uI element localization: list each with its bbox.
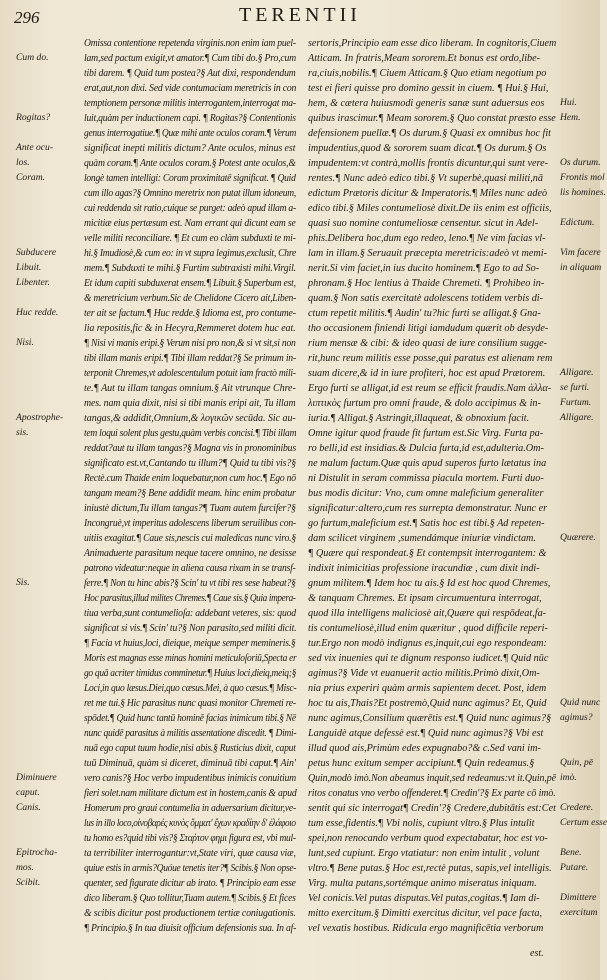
text-line: longè tamen intelligi: Coram proximitatē significat. ¶ Quid xyxy=(84,173,296,184)
text-line: hi.§ Imudiosè,& cum eo: in vt supra legimus,exclusit, Chre xyxy=(84,248,296,259)
text-line: Omne igitur quod fraude fit furtum est.Sic Virg. Furta pa- xyxy=(308,428,544,439)
text-line: mitto exercitum.§ Dimitti exercitus dicitur, vel pace facta, xyxy=(308,908,543,919)
text-line: test ei fieri quisse pro domino gessit in ciuem. ¶ Hui.§ Hui, xyxy=(308,83,549,94)
margin-note: Vim facere xyxy=(560,247,601,258)
text-line: defensionem puellæ.¶ Os durum.§ Quasi ex omnibus hoc fit xyxy=(308,128,552,139)
text-line: ni Distulit in seram commissa piacula mortem. Furti duo- xyxy=(308,473,544,484)
text-line: sertoris,Principio eam esse dico liberam. In cognitoris,Ciuem xyxy=(308,38,557,49)
text-line: ¶ Quære qui respondeat.§ Et contempsit interrogantem: & xyxy=(308,548,547,559)
text-line: Virg. multa putans,sortémque animo miseratus iniquam. xyxy=(308,878,537,889)
text-line: mem.¶ Subduxti te mihi.§ Furtim subtraxisti mihi.Virgil. xyxy=(84,263,297,274)
text-line: hem, & cætera huiusmodi generis sanæ sunt aduersus eos xyxy=(308,98,545,109)
text-line: dam scilicet virginem ,sumendámque iniuriæ vindictam. xyxy=(308,533,536,544)
text-line: ferre.¶ Non tu hinc abis?§ Scin' tu vt tibi res sese habeat?§ xyxy=(84,578,296,589)
text-line: tu homo es?quid tibi vis?§ Σταῤτον φημι figura est, vbi mul- xyxy=(84,833,296,844)
text-line: cum illo agas?§ Omnino meretrix non putat illum idoneum, xyxy=(84,188,297,199)
text-line: impudentius,quod & sororem suam dicat.¶ Os durum.§ Os xyxy=(308,143,547,154)
margin-note: Quærere. xyxy=(560,532,596,543)
margin-note: Putare. xyxy=(560,862,589,873)
margin-note: Quin, pē xyxy=(560,757,594,768)
margin-note: Frontis mol xyxy=(560,172,605,183)
text-line: tho occasionem finiendi litigi iamdudum quærit ob desyde- xyxy=(308,323,549,334)
text-line: fieri solet.nam militare dictum est in hostem,canis & apud xyxy=(84,788,297,799)
text-line: velle militi reconciliare. ¶ Et cum eo clàm subduxti te mi- xyxy=(84,233,296,244)
margin-note: Sis. xyxy=(16,577,30,588)
margin-note: sis. xyxy=(16,427,29,438)
text-line: Vel conicis.Vel putas disputas.Vel putas,cogitas.¶ Iam di- xyxy=(308,893,540,904)
margin-note: Diminuere xyxy=(16,772,57,783)
text-line: agimus?§ Vide vt euanuerit actio militis.Primò dixit,Om- xyxy=(308,668,540,679)
text-line: Loci,in quo læsus.Diei,quo cæsus.Mei, à quo cæsus.¶ Misc- xyxy=(84,683,297,694)
text-line: quod illa intelligens maliciosè ait,Quære qui respōdeat,fa- xyxy=(308,608,547,619)
text-line: lunt,sed cupiunt. Ergo vtatiatur: non enim intulit , volunt xyxy=(308,848,540,859)
margin-note: Alligare. xyxy=(560,412,594,423)
text-line: iuria.¶ Alligat.§ Astringit,illaqueat, & obnoxium facit. xyxy=(308,413,530,424)
text-line: Languidè atque defessè est.¶ Quid nunc agimus?§ Vbi est xyxy=(308,728,544,739)
text-line: phronam.§ Hoc lentius à Thaide Chremeti. ¶ Prohibeo in- xyxy=(308,278,545,289)
text-line: cui reddenda sit ratio,cuique se purget: adeò apud illam a- xyxy=(84,203,296,214)
margin-note: se furti. xyxy=(560,382,590,393)
text-line: tiua verba,sunt contumelioſa: addebant veteres, sis: quod xyxy=(84,608,296,619)
margin-note: agimus? xyxy=(560,712,593,723)
text-line: temptionem personæ militis interrogantem,interrogat ma- xyxy=(84,98,296,109)
text-line: bus modis dicitur: Vno, cum omne maleficium generaliter xyxy=(308,488,544,499)
text-line: spōdet.¶ Quid hunc tantū hominē facias inimicum tibi.§ Nē xyxy=(84,713,296,724)
text-line: rit,hunc reum militis esse posse,qui paratus est alienam rem xyxy=(308,353,553,364)
margin-note: Apostrophe- xyxy=(16,412,64,423)
text-line: ra,ciuis,nobilis.¶ Ciuem Atticam.§ Quo etiam negotium po xyxy=(308,68,547,79)
text-line: te.¶ Aut tu illam tangas omnium.§ Ait vtrunque Chre- xyxy=(84,383,296,394)
text-line: lam in illam.§ Seruauit præcepta meretricis:adeò vt memi- xyxy=(308,248,547,259)
text-line: ne malum factum.Quæ quis apud superos furto lætatus ina xyxy=(308,458,547,469)
text-line: λιπτικὸς furtum pro omni fraude, & dolo accipimus & in- xyxy=(308,398,541,409)
margin-note: Cum do. xyxy=(16,52,49,63)
left-text-column xyxy=(84,36,296,936)
text-line: hoc tu ais,Thais?Et postremò,Quid nunc agimus? Et, Quid xyxy=(308,698,547,709)
text-line: vltro.¶ Bene putas.§ Hoc est,rectè putas, sapis,vel intelligis. xyxy=(308,863,552,874)
text-line: phis.Delibera hoc,dum ego redeo, leno.¶ Ne vim facias vl- xyxy=(308,233,546,244)
margin-note: Hem. xyxy=(560,112,581,123)
margin-note: Subducere xyxy=(16,247,57,258)
text-line: ret me tui.§ Hic parasitus nunc quasi monitor Chremeti re- xyxy=(84,698,296,709)
text-line: gnum militem.¶ Idem hoc tu ais.§ Id est hoc quod Chremes, xyxy=(308,578,551,589)
text-line: tur.Ergo non modò indignus es,inquit,cui ego respondeam: xyxy=(308,638,547,649)
text-line: Animaduerte parasitum neque tacere omnino, ne desisse xyxy=(84,548,297,559)
margin-note: in aliquam xyxy=(560,262,602,273)
margin-note: Hui. xyxy=(560,97,577,108)
text-line: suam dicere,& id in iure profiteri, hoc est apud Prætorem. xyxy=(308,368,546,379)
text-line: Omissa contentione repetenda virginis.non enim iam puel- xyxy=(84,38,296,49)
text-line: tis contumeliosè,illud enim quæritur , quod difficile reperi- xyxy=(308,623,548,634)
text-line: impudentem:vt contrà,mollis frontis dicuntur,qui sunt vere- xyxy=(308,158,549,169)
margin-note: lis homines. xyxy=(560,187,606,198)
margin-note: Ante ocu- xyxy=(16,142,54,153)
text-line: erat,aut,non dixi. Sed vide contumaciam meretricis in con xyxy=(84,83,297,94)
text-line: significatur:altero,cum res surrepta demonstratur. Nunc er xyxy=(308,503,548,514)
margin-note: imò. xyxy=(560,772,577,783)
margin-note: Furtum. xyxy=(560,397,592,408)
text-line: spei,non renocando verbum quod expectabatur, hoc est vo- xyxy=(308,833,548,844)
text-line: tum esse,fidentis.¶ Vbi nolis, cupiunt vltro.§ Plus intulit xyxy=(308,818,535,829)
margin-note: Bene. xyxy=(560,847,582,858)
margin-note: Alligare. xyxy=(560,367,594,378)
text-line: quenter, sed figurate dicitur ab irato. ¶ Principio eam esse xyxy=(84,878,296,889)
text-line: dico liberam.§ Quo tollitur,Tuam autem.¶ Scibis.§ Et fices xyxy=(84,893,296,904)
text-line: lus in illo loco,οἰνοβαρές κυνὸς ὄμματ' ἔχων κραδίην δ' ἐλάφοιο xyxy=(84,818,296,829)
margin-note: Libenter. xyxy=(16,277,50,288)
text-line: ritos conatus vno verbo offenderet.¶ Credin'?§ Ex parte cō imò. xyxy=(308,788,556,799)
text-line: & scibis dicitur post productionem tertiæ coniugationis. xyxy=(84,908,296,919)
margin-note: Libuit. xyxy=(16,262,42,273)
margin-note: Os durum. xyxy=(560,157,601,168)
text-line: quam.§ Non satis exercitatè adolescens totidem verbis di- xyxy=(308,293,544,304)
text-line: ro belli,id est insidias.& Dulcia furta,id est,adulteria.Om- xyxy=(308,443,544,454)
text-line: significat inepti militis dictum? Ante oculos, minus est xyxy=(84,143,296,154)
text-line: significat si vis.¶ Scin' tu?§ Non parasito,sed militi dicit. xyxy=(84,623,297,634)
margin-note: Edictum. xyxy=(560,217,595,228)
margin-note: Nisi. xyxy=(16,337,34,348)
margin-note: los. xyxy=(16,157,30,168)
margin-note: Huc redde. xyxy=(16,307,59,318)
text-line: Hoc parasitus,illud milites Chremes.¶ Caue sis.§ Quia impera- xyxy=(84,593,296,604)
text-line: edico tibi.§ Miles contumeliosè dixit.De iis enim est officiis, xyxy=(308,203,552,214)
text-line: tangas,& addidit,Omnium,& λογικῶν secūda. Sic au- xyxy=(84,413,296,424)
margin-note: Rogitas? xyxy=(16,112,51,123)
text-line: Moris est magnas esse minas homini meticuloſoriū,Specta er xyxy=(84,653,297,664)
text-line: ¶ Principio.§ In tua diuisit officium defensionis sua. In af- xyxy=(84,923,297,934)
margin-note: Credere. xyxy=(560,802,594,813)
text-line: Atticam. In fratris,Meam sororem.Et bonus est ordo,libe- xyxy=(308,53,541,64)
text-line: quasi suo nomine contumeliosæ censentur. sicut in Adel- xyxy=(308,218,539,229)
margin-note: Coram. xyxy=(16,172,46,183)
text-line: mes. nam quia dixit, nisi si tibi manis eripi ait, Tu illam xyxy=(84,398,296,409)
margin-note: Canis. xyxy=(16,802,41,813)
text-line: iniustè dictum,Tu illam tangas?¶ Tuam autem furcifer?§ xyxy=(84,503,296,514)
page-number: 296 xyxy=(14,8,40,27)
margin-note: Epitrocha- xyxy=(16,847,58,858)
text-line: rentes.¶ Nunc adeò edico tibi.§ Vt superbè,quasi militi,nā xyxy=(308,173,543,184)
text-line: sed vix inuenies qui te dignum responso iudicet.¶ Quid nūc xyxy=(308,653,549,664)
text-line: lam,sed pactum exigit,vt amator.¶ Cum tibi do.§ Pro,cum xyxy=(84,53,297,64)
margin-note: Quid nunc xyxy=(560,697,601,708)
catchword: est. xyxy=(530,948,544,959)
text-line: micitiæ eius pertæsum est. Nam errant qui dicunt eam se xyxy=(84,218,296,229)
text-line: Quin,modò imò.Non abeamus inquit,sed redeamus:vt it.Quin,pē xyxy=(308,773,556,784)
text-line: sentit qui sic interrogat¶ Credin'?§ Credere,dubitātis est:Cet xyxy=(308,803,556,814)
text-line: illud quod ais,Primùm edes expugnabo?& c.Sed vani im- xyxy=(308,743,541,754)
margin-note: exercitum xyxy=(560,907,598,918)
text-line: Incongruè,vt imperitus adolescens liberum seruilibus con- xyxy=(84,518,296,529)
right-text-column xyxy=(308,36,556,936)
margin-note: Certum esse xyxy=(560,817,607,828)
text-line: quàm coram.¶ Ante oculos coram.§ Potest ante oculos,& xyxy=(84,158,296,169)
text-line: patrono videatur:neque in aliena causa rixam in se transf- xyxy=(84,563,296,574)
margin-note: Scibit. xyxy=(16,877,41,888)
text-line: Homerum pro graui contumelia in aduersarium dicitur,ve- xyxy=(84,803,296,814)
text-line: nunc quidē parasitus à militis assentatione discedit. ¶ Dimi- xyxy=(84,728,297,739)
text-line: tibi illam manis eripi.¶ Tibi illam reddat?§ Se primum in- xyxy=(84,353,296,364)
text-line: genus interrogatiue.¶ Quæ mihi ante oculos coram.¶ Verum xyxy=(84,128,297,139)
text-line: terponit Chremes,vt adolescentulum potuit iam fractò mili- xyxy=(84,368,296,379)
text-line: ¶ Facia vt huius,loci, dieique, meique semper memineris.§ xyxy=(84,638,296,649)
text-line: vel vexatis hostibus. Ridicula ergo magnificētia verborum xyxy=(308,923,544,934)
text-line: luit,quàm per inductionem capi. ¶ Rogitas?§ Contentionis xyxy=(84,113,296,124)
text-line: nerit.Si vim faciet,in ius ducito hominem.¶ Ego to ad So- xyxy=(308,263,540,274)
text-line: vero canis?§ Hoc verbo impudentibus inimicis conuitium xyxy=(84,773,296,784)
running-title: TERENTII xyxy=(239,4,361,26)
text-line: edictum Prætoris dicitur & Imperatoris.¶ Miles nunc adeò xyxy=(308,188,548,199)
margin-note: caput. xyxy=(16,787,40,798)
text-line: ter ait se factum.¶ Huc redde.§ Idioma est, pro contume- xyxy=(84,308,296,319)
text-line: & tanquam Chremes. Et ipsam circumuentura interrogat, xyxy=(308,593,542,604)
text-line: rium mensæ & cibi: & ideo quasi de iure consilium sugge- xyxy=(308,338,548,349)
text-line: uitiis exagitat.¶ Caue sis,nescis cui maledicas nunc viro.§ xyxy=(84,533,296,544)
text-line: Et idum capiti subduxerat ensem.¶ Libuit.§ Superbum est, xyxy=(84,278,296,289)
text-line: nia prius experiri quàm armis sapientem decet. Post, idem xyxy=(308,683,547,694)
text-line: Ergo furti se alligat,id est reum se efficit fraudis.Nam ἀλλα- xyxy=(308,383,552,394)
margin-note: Dimittere xyxy=(560,892,597,903)
text-line: indixit inimicitias professione iracundiæ , cum dixit indi- xyxy=(308,563,540,574)
text-line: quiue estis in armis?Quóue tenetis iter?¶ Scibis.§ Non opse- xyxy=(84,863,297,874)
text-line: quibus irascimur.¶ Meam sororem.§ Quo constat præsto esse xyxy=(308,113,556,124)
text-line: ta terribiliter interrogantur:vt,State viri, quæ causa viæ, xyxy=(84,848,296,859)
margin-note: mos. xyxy=(16,862,34,873)
text-line: reddat?aut tu illam tangas?§ Magna vis in pronominibus xyxy=(84,443,296,454)
text-line: petus hunc exitum semper accipiunt.¶ Quin redeamus.§ xyxy=(308,758,535,769)
text-line: Rectè.cum Thaide enim loquebatur,non cum hoc.¶ Ego nō xyxy=(84,473,296,484)
text-line: tuū Diminuā, quàm si diceret, diminuā tibi caput.¶ Ain' xyxy=(84,758,296,769)
text-line: ¶ Nisi vi manis eripi.§ Verum nisi pro non,& si vt sit,si non xyxy=(84,338,296,349)
text-line: & meretricium verbum.Sic de Chelidone Cicero ait,Liben- xyxy=(84,293,297,304)
text-line: go furtum,maleficium est.¶ Satis hoc est tibi.§ Ad repeten- xyxy=(308,518,545,529)
text-line: ctum repetit militis.¶ Audin' tu?hic furti se alligat.§ Gna- xyxy=(308,308,541,319)
text-line: lia repositis,fic & in Hecyra,Remmeret dotem huc eat. xyxy=(84,323,296,334)
text-line: nunc agimus,Consilium quærētis est.¶ Quid nunc agimus?§ xyxy=(308,713,552,724)
text-line: go quā acriter timidus comminetur.¶ Huius loci,dieiq,meiq;§ xyxy=(84,668,297,679)
text-line: significato est.vt,Cantando tu illum?¶ Quid tu tibi vis?§ xyxy=(84,458,296,469)
text-line: tibi darem. ¶ Quid tum postea?§ Aut dixi, respondendum xyxy=(84,68,296,79)
text-line: tem loqui solent plus gestu,quàm verbis concisi.¶ Tibi illam xyxy=(84,428,297,439)
text-line: nuā ego caput tuum hodie,nisi abis.§ Rusticius dixit, caput xyxy=(84,743,296,754)
text-line: tangam meam?§ Bene addidit meam. hinc enim probatur xyxy=(84,488,296,499)
